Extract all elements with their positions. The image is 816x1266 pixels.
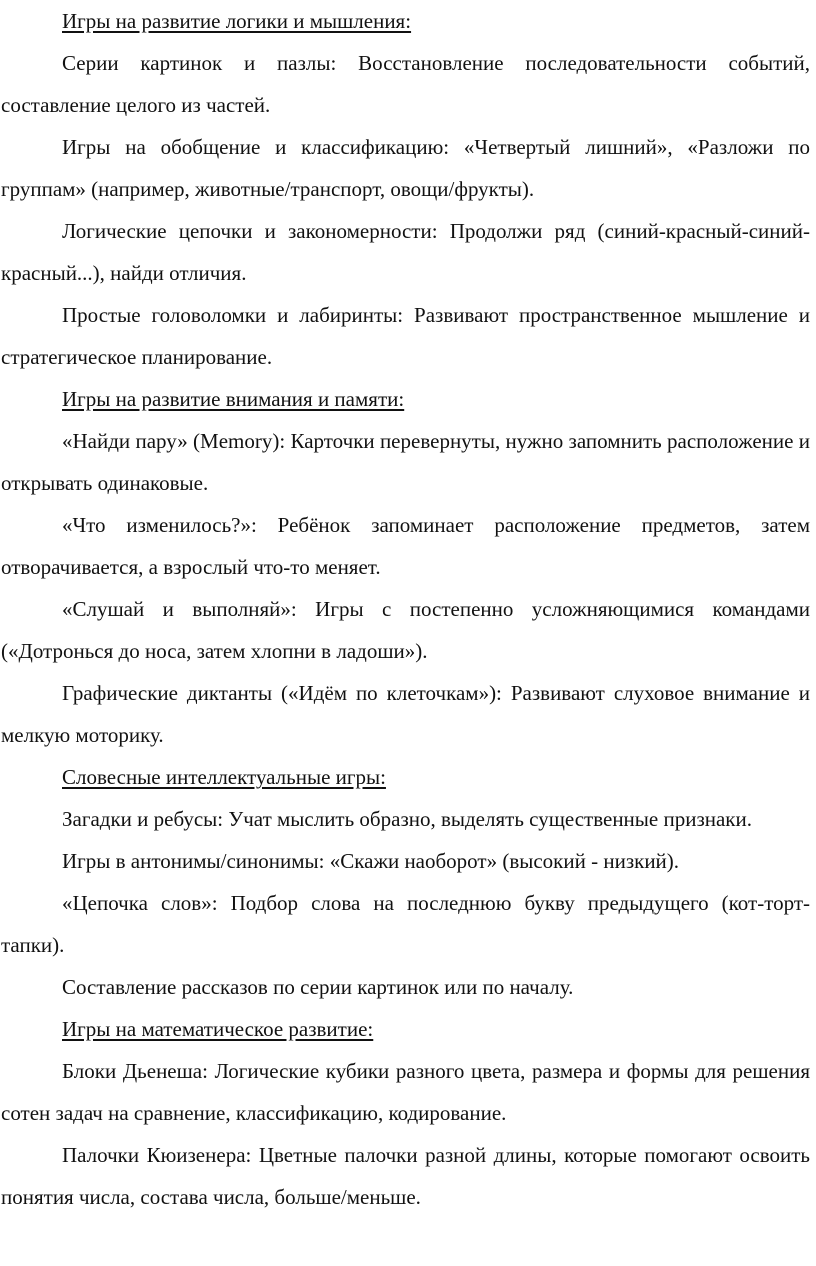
section-heading bbox=[1, 378, 810, 420]
paragraph: Загадки и ребусы: Учат мыслить образно, выделять существенные признаки. bbox=[62, 807, 752, 831]
section-heading bbox=[1, 1008, 810, 1050]
heading-text: Игры на развитие внимания и памяти: bbox=[62, 387, 405, 411]
heading-text: Игры на математическое развитие: bbox=[62, 1017, 374, 1041]
paragraph: Блоки Дьенеша: Логические кубики разного цвета, размера и формы для решения сотен задач на сравнение, классификацию, кодирование. bbox=[1, 1059, 810, 1125]
paragraph: «Слушай и выполняй»: Игры с постепенно усложняющимися командами («Дотронься до носа, затем хлопни в ладоши»). bbox=[1, 597, 810, 663]
paragraph: Игры в антонимы/синонимы: «Скажи наоборот» (высокий - низкий). bbox=[62, 849, 680, 873]
heading-text: Игры на развитие логики и мышления: bbox=[62, 9, 412, 33]
paragraph: «Цепочка слов»: Подбор слова на последнюю букву предыдущего (кот-торт-тапки). bbox=[1, 891, 810, 957]
paragraph: Палочки Кюизенера: Цветные палочки разной длины, которые помогают освоить понятия числа, состава числа, больше/меньше. bbox=[1, 1143, 810, 1209]
section-heading bbox=[1, 0, 810, 42]
paragraph: Игры на обобщение и классификацию: «Четвертый лишний», «Разложи по группам» (например, животные/транспорт, овощи/фрукты). bbox=[1, 135, 810, 201]
paragraph: Серии картинок и пазлы: Восстановление последовательности событий, составление целого из частей. bbox=[1, 51, 810, 117]
paragraph: Составление рассказов по серии картинок или по началу. bbox=[62, 975, 574, 999]
paragraph: Логические цепочки и закономерности: Продолжи ряд (синий-красный-синий-красный...), найди отличия. bbox=[1, 219, 810, 285]
section-heading bbox=[1, 756, 810, 798]
paragraph: Графические диктанты («Идём по клеточкам»): Развивают слуховое внимание и мелкую моторику. bbox=[1, 681, 810, 747]
heading-text: Словесные интеллектуальные игры: bbox=[62, 765, 386, 789]
paragraph: «Что изменилось?»: Ребёнок запоминает расположение предметов, затем отворачивается, а взрослый что-то меняет. bbox=[1, 513, 810, 579]
paragraph: «Найди пару» (Memory): Карточки перевернуты, нужно запомнить расположение и открывать одинаковые. bbox=[1, 429, 810, 495]
paragraph: Простые головоломки и лабиринты: Развивают пространственное мышление и стратегическое планирование. bbox=[1, 303, 810, 369]
